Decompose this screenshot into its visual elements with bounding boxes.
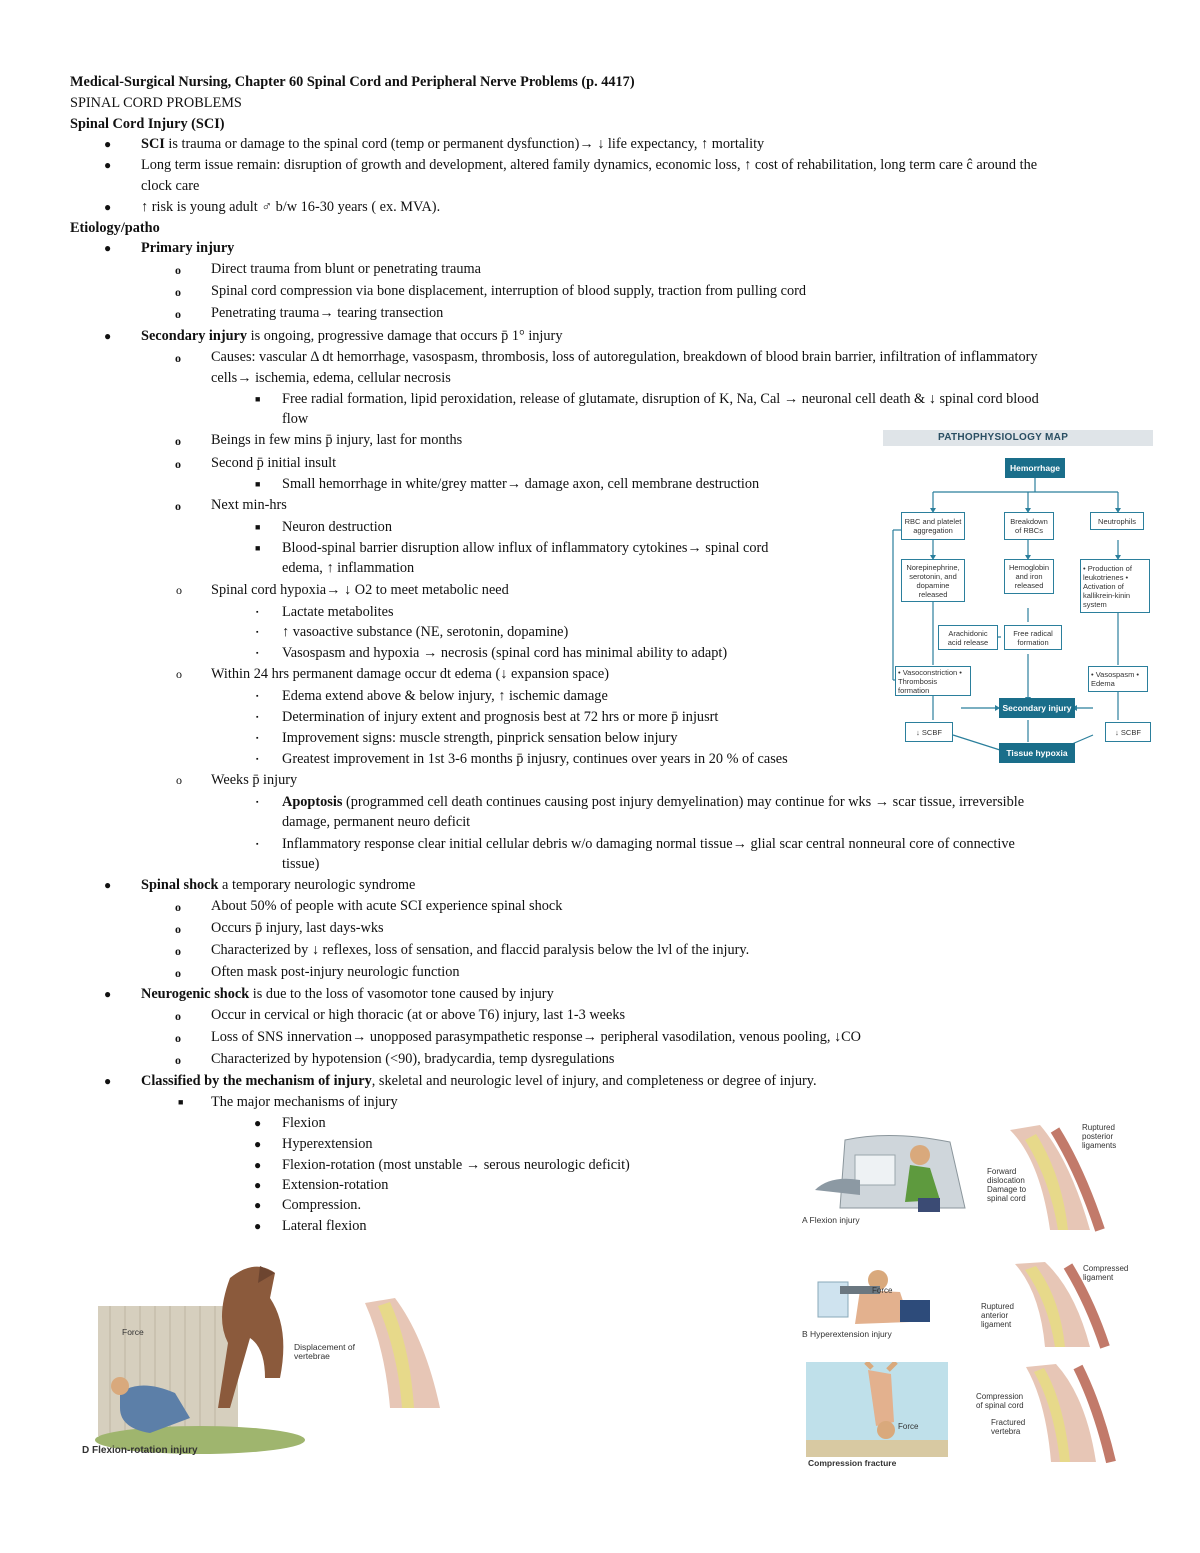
compression-fracture-figure — [806, 1362, 1136, 1472]
mechanism-item: Hyperextension — [282, 1136, 373, 1152]
bullet-square-icon: ▪ — [256, 840, 259, 848]
bullet-icon: ● — [254, 1137, 262, 1151]
greatest-line: Greatest improvement in 1st 3-6 months p̄ injusry, continues over years in 20 % of cases — [282, 751, 788, 767]
neurogenic-shock: Neurogenic shock is due to the loss of vasomotor tone caused by injury — [141, 986, 554, 1002]
bullet-o-icon: o — [175, 499, 181, 513]
neuron-destruction: Neuron destruction — [282, 519, 392, 535]
flexion-injury-figure — [800, 1120, 1130, 1240]
free-radical-line1: Free radial formation, lipid peroxidation, release of glutamate, disruption of K, Na, Cal → neuronal cell death & ↓ spinal cord blood — [282, 391, 1039, 407]
bullet-o-icon: o — [176, 583, 182, 597]
map-title: PATHOPHYSIOLOGY MAP — [938, 432, 1069, 443]
neurogenic-item: Occur in cervical or high thoracic (at or above T6) injury, last 1-3 weeks — [211, 1007, 626, 1023]
bullet-o-icon: o — [175, 900, 181, 914]
bullet-icon: ● — [104, 241, 112, 255]
within24-line: Within 24 hrs permanent damage occur dt edema (↓ expansion space) — [211, 666, 610, 682]
caption-flexion-rotation: D Flexion-rotation injury — [82, 1445, 198, 1456]
subsection-heading: Spinal Cord Injury (SCI) — [70, 116, 225, 132]
hyperextension-figure — [800, 1262, 1130, 1350]
bullet-square-icon: ■ — [255, 394, 261, 404]
vasoactive-line: ↑ vasoactive substance (NE, serotonin, dopamine) — [282, 624, 569, 640]
sci-longterm-line2: clock care — [141, 178, 200, 194]
map-box-free-radical: Free radical formation — [1004, 625, 1062, 650]
bullet-o-icon: o — [175, 966, 181, 980]
causes-line1: Causes: vascular Δ dt hemorrhage, vasospasm, thrombosis, loss of autoregulation, breakdown of blood brain barrier, infiltration of inflammatory — [211, 349, 1038, 365]
etiology-heading: Etiology/patho — [70, 220, 160, 236]
map-box-scbf-right: ↓ SCBF — [1105, 722, 1151, 742]
bullet-icon: ● — [254, 1158, 262, 1172]
map-box-production: • Production of leukotrienes • Activation of kallikrein-kinin system — [1080, 559, 1150, 613]
bullet-o-icon: o — [175, 434, 181, 448]
sci-risk: ↑ risk is young adult ♂ b/w 16-30 years ( ex. MVA). — [141, 199, 441, 215]
bullet-square-icon: ▪ — [256, 798, 259, 806]
label-ruptured-posterior: Ruptured posterior ligaments — [1082, 1123, 1117, 1150]
spinal-shock-item: Characterized by ↓ reflexes, loss of sensation, and flaccid paralysis below the lvl of the injury. — [211, 942, 750, 958]
bullet-square-icon: ▪ — [256, 649, 259, 657]
inflammatory-line1: Inflammatory response clear initial cellular debris w/o damaging normal tissue→ glial scar central nonneural core of connective — [282, 836, 1015, 852]
spinal-shock-item: Often mask post-injury neurologic function — [211, 964, 460, 980]
map-box-breakdown-rbc: Breakdown of RBCs — [1004, 512, 1054, 540]
bsb-line2: edema, ↑ inflammation — [282, 560, 415, 576]
primary-item: Direct trauma from blunt or penetrating trauma — [211, 261, 481, 277]
map-box-neutrophils: Neutrophils — [1090, 512, 1144, 530]
bullet-icon: ● — [104, 158, 112, 172]
bullet-o-icon: o — [175, 1053, 181, 1067]
neurogenic-item: Loss of SNS innervation→ unopposed parasympathetic response→ peripheral vasodilation, venous pooling, ↓CO — [211, 1029, 862, 1045]
sci-longterm-line1: Long term issue remain: disruption of growth and development, altered family dynamics, economic loss, ↑ cost of rehabilitation, long term care ĉ around the — [141, 157, 1038, 173]
compression-illustration — [806, 1362, 1136, 1472]
bullet-icon: ● — [254, 1219, 262, 1233]
bullet-icon: ● — [254, 1178, 262, 1192]
label-forward-dislocation: Forward dislocation Damage to spinal cord — [987, 1167, 1027, 1203]
doc-title: Medical-Surgical Nursing, Chapter 60 Spinal Cord and Peripheral Nerve Problems (p. 4417) — [70, 74, 635, 90]
begins-line: Beings in few mins p̄ injury, last for months — [211, 432, 463, 448]
vasospasm-line: Vasospasm and hypoxia → necrosis (spinal cord has minimal ability to adapt) — [282, 645, 728, 661]
free-radical-line2: flow — [282, 411, 309, 427]
label-ruptured-anterior: Ruptured anterior ligament — [981, 1302, 1014, 1329]
label-force-hyperext: Force — [872, 1286, 893, 1295]
mechanism-heading: The major mechanisms of injury — [211, 1094, 398, 1110]
small-hemorrhage: Small hemorrhage in white/grey matter→ damage axon, cell membrane destruction — [282, 476, 760, 492]
determination-line: Determination of injury extent and prognosis best at 72 hrs or more p̄ injusrt — [282, 709, 719, 725]
bullet-icon: ● — [104, 329, 112, 343]
mechanism-item: Lateral flexion — [282, 1218, 367, 1234]
bullet-square-icon: ■ — [255, 479, 261, 489]
bullet-o-icon: o — [175, 922, 181, 936]
primary-item: Spinal cord compression via bone displacement, interruption of blood supply, traction from pulling cord — [211, 283, 807, 299]
inflammatory-line2: tissue) — [282, 856, 320, 872]
bullet-o-icon: o — [176, 773, 182, 787]
classified-line: Classified by the mechanism of injury, skeletal and neurologic level of injury, and completeness or degree of injury. — [141, 1073, 817, 1089]
label-compression-cord: Compression of spinal cord — [976, 1392, 1024, 1410]
bullet-o-icon: o — [175, 307, 181, 321]
apoptosis-line1: Apoptosis (programmed cell death continues causing post injury demyelination) may continue for wks → scar tissue, irreversible — [282, 794, 1025, 810]
next-line: Next min-hrs — [211, 497, 287, 513]
label-compressed-ligament: Compressed ligament — [1083, 1264, 1129, 1282]
mechanism-item: Compression. — [282, 1197, 362, 1213]
weeks-line: Weeks p̄ injury — [211, 772, 298, 788]
flexion-rotation-figure — [80, 1258, 470, 1466]
bullet-o-icon: o — [175, 1009, 181, 1023]
bullet-square-icon: ▪ — [256, 755, 259, 763]
bullet-square-icon: ■ — [255, 522, 261, 532]
map-box-scbf-left: ↓ SCBF — [905, 722, 953, 742]
bullet-icon: ● — [104, 137, 112, 151]
bullet-o-icon: o — [175, 263, 181, 277]
bullet-square-icon: ▪ — [256, 628, 259, 636]
map-box-vasoconstriction: • Vasoconstriction • Thrombosis formation — [895, 666, 971, 696]
mechanism-item: Flexion — [282, 1115, 326, 1131]
neurogenic-item: Characterized by hypotension (<90), bradycardia, temp dysregulations — [211, 1051, 615, 1067]
map-box-vasospasm-edema: • Vasospasm • Edema — [1088, 666, 1148, 692]
label-force-flexrot: Force — [122, 1327, 144, 1337]
bullet-icon: ● — [254, 1198, 262, 1212]
flexion-rotation-illustration — [80, 1258, 470, 1466]
bullet-square-icon: ▪ — [256, 734, 259, 742]
bullet-square-icon: ■ — [255, 543, 261, 553]
caption-hyperextension: B Hyperextension injury — [802, 1329, 892, 1339]
bsb-line1: Blood-spinal barrier disruption allow influx of inflammatory cytokines→ spinal cord — [282, 540, 769, 556]
map-box-tissue-hypoxia: Tissue hypoxia — [999, 743, 1075, 763]
sci-definition: SCI is trauma or damage to the spinal cord (temp or permanent dysfunction)→ ↓ life expectancy, ↑ mortality — [141, 136, 765, 152]
bullet-o-icon: o — [175, 1031, 181, 1045]
causes-line2: cells→ ischemia, edema, cellular necrosis — [211, 370, 451, 386]
spinal-shock-item: About 50% of people with acute SCI experience spinal shock — [211, 898, 563, 914]
improvement-line: Improvement signs: muscle strength, pinprick sensation below injury — [282, 730, 678, 746]
map-box-hemoglobin: Hemoglobin and iron released — [1004, 559, 1054, 594]
map-box-hemorrhage: Hemorrhage — [1005, 458, 1065, 478]
map-box-secondary-injury: Secondary injury — [999, 698, 1075, 718]
caption-compression-fracture: Compression fracture — [808, 1458, 897, 1468]
caption-flexion-injury: A Flexion injury — [802, 1215, 860, 1225]
bullet-o-icon: o — [175, 944, 181, 958]
bullet-icon: ● — [104, 200, 112, 214]
bullet-o-icon: o — [175, 285, 181, 299]
hypoxia-line: Spinal cord hypoxia→ ↓ O2 to meet metabolic need — [211, 582, 509, 598]
apoptosis-line2: damage, permanent neuro deficit — [282, 814, 471, 830]
spinal-shock-item: Occurs p̄ injury, last days-wks — [211, 920, 384, 936]
mechanism-item: Extension-rotation — [282, 1177, 389, 1193]
bullet-square-icon: ■ — [178, 1097, 184, 1107]
label-fractured-vertebra: Fractured vertebra — [991, 1418, 1026, 1436]
bullet-icon: ● — [104, 878, 112, 892]
map-box-arachidonic: Arachidonic acid release — [938, 625, 998, 650]
spinal-shock: Spinal shock a temporary neurologic syndrome — [141, 877, 416, 893]
map-box-norepinephrine: Norepinephrine, serotonin, and dopamine released — [901, 559, 965, 602]
primary-injury-term: Primary injury — [141, 240, 235, 256]
bullet-square-icon: ▪ — [256, 608, 259, 616]
pathophysiology-map — [883, 430, 1153, 768]
bullet-o-icon: o — [175, 457, 181, 471]
edema-line: Edema extend above & below injury, ↑ ischemic damage — [282, 688, 608, 704]
bullet-icon: ● — [104, 987, 112, 1001]
section-heading: SPINAL CORD PROBLEMS — [70, 95, 242, 111]
second-line: Second p̄ initial insult — [211, 455, 337, 471]
secondary-injury: Secondary injury is ongoing, progressive damage that occurs p̄ 1° injury — [141, 328, 563, 344]
primary-item: Penetrating trauma→ tearing transection — [211, 305, 444, 321]
bullet-square-icon: ▪ — [256, 713, 259, 721]
bullet-icon: ● — [104, 1074, 112, 1088]
bullet-square-icon: ▪ — [256, 692, 259, 700]
label-displacement: Displacement of vertebrae — [294, 1342, 355, 1361]
bullet-o-icon: o — [175, 351, 181, 365]
mechanism-item: Flexion-rotation (most unstable → serous neurologic deficit) — [282, 1157, 630, 1173]
bullet-o-icon: o — [176, 667, 182, 681]
bullet-icon: ● — [254, 1116, 262, 1130]
map-box-rbc-platelet: RBC and platelet aggregation — [901, 512, 965, 540]
label-force-compression: Force — [898, 1422, 919, 1431]
lactate-line: Lactate metabolites — [282, 604, 394, 620]
